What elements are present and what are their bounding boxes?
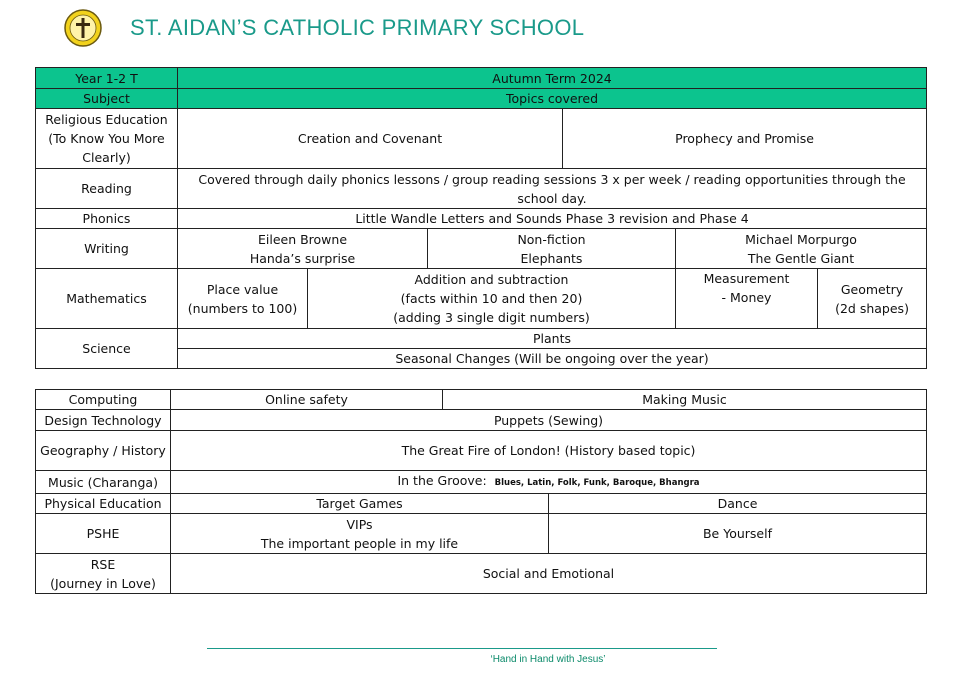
- table-row: [36, 390, 927, 410]
- topic-cell: Plants: [178, 329, 927, 349]
- table-row: [36, 431, 927, 471]
- topic-cell: Be Yourself: [549, 514, 927, 554]
- topic-cell: [171, 514, 549, 554]
- subject-label: Music (Charanga): [36, 471, 171, 494]
- subject-label: Phonics: [36, 209, 178, 229]
- table-row: [36, 269, 927, 329]
- subject-label: Religious Education (To Know You More Clearly): [36, 109, 178, 169]
- table-row: [36, 410, 927, 431]
- subject-header: Subject: [36, 89, 178, 109]
- table-row: [36, 89, 927, 109]
- subject-label: Computing: [36, 390, 171, 410]
- topic-cell: [676, 269, 818, 329]
- cell-line: Handa’s surprise: [249, 250, 356, 266]
- topic-cell: [676, 229, 927, 269]
- table-row: [36, 169, 927, 209]
- cell-line: The important people in my life: [260, 535, 459, 551]
- subject-label: Design Technology: [36, 410, 171, 431]
- cell-line: Place value: [206, 281, 279, 297]
- cell-line: (Journey in Love): [50, 575, 156, 591]
- table-row: [36, 229, 927, 269]
- cell-line: Measurement: [703, 271, 790, 286]
- year-group: Year 1-2 T: [36, 68, 178, 89]
- cell-line: RSE: [90, 556, 116, 572]
- table-row: [36, 494, 927, 514]
- subject-label: PSHE: [36, 514, 171, 554]
- cell-line: Geometry: [840, 281, 904, 297]
- topic-cell: Creation and Covenant: [178, 109, 563, 169]
- subject-label: Reading: [36, 169, 178, 209]
- cell-line: - Money: [721, 290, 772, 305]
- topic-cell: Puppets (Sewing): [171, 410, 927, 431]
- school-name: ST. AIDAN’S CATHOLIC PRIMARY SCHOOL: [130, 15, 585, 40]
- cell-line: (facts within 10 and then 20): [400, 291, 583, 306]
- music-genres: Blues, Latin, Folk, Funk, Baroque, Bhangra: [494, 478, 700, 488]
- cell-line: (numbers to 100): [187, 300, 298, 316]
- table-row: [36, 554, 927, 594]
- topic-cell: The Great Fire of London! (History based topic): [171, 431, 927, 471]
- topic-cell: [178, 229, 428, 269]
- topic-cell: [178, 269, 308, 329]
- cell-line: Addition and subtraction: [414, 272, 569, 287]
- topic-cell: [428, 229, 676, 269]
- subject-label: [36, 554, 171, 594]
- term-title: Autumn Term 2024: [178, 68, 927, 89]
- table-row: [36, 329, 927, 349]
- topic-cell: Dance: [549, 494, 927, 514]
- topics-header: Topics covered: [178, 89, 927, 109]
- cell-line: Michael Morpurgo: [745, 231, 857, 247]
- cell-line: VIPs: [346, 516, 373, 532]
- subject-label: Science: [36, 329, 178, 369]
- topic-cell: Seasonal Changes (Will be ongoing over the year): [178, 349, 927, 369]
- topic-cell: Making Music: [443, 390, 927, 410]
- autumn-topics-table: [35, 67, 927, 369]
- cell-line: Non-fiction: [517, 231, 586, 247]
- school-crest-icon: [64, 9, 102, 47]
- cell-line: Eileen Browne: [257, 231, 348, 247]
- subject-label: Mathematics: [36, 269, 178, 329]
- table-row: [36, 109, 927, 169]
- topic-cell: [818, 269, 927, 329]
- topic-cell: Prophecy and Promise: [563, 109, 927, 169]
- topic-cell: Target Games: [171, 494, 549, 514]
- cell-line: (adding 3 single digit numbers): [393, 310, 590, 325]
- topic-cell: Online safety: [171, 390, 443, 410]
- cell-line: (2d shapes): [835, 300, 909, 316]
- topic-cell: [308, 269, 676, 329]
- topic-cell: [171, 471, 927, 494]
- topic-cell: Little Wandle Letters and Sounds Phase 3 revision and Phase 4: [178, 209, 927, 229]
- other-subjects-table: [35, 389, 927, 594]
- subject-label: Geography / History: [36, 431, 171, 471]
- page-header: [64, 8, 584, 48]
- table-row: [36, 209, 927, 229]
- subject-label: Physical Education: [36, 494, 171, 514]
- table-row: [36, 68, 927, 89]
- subject-label: Writing: [36, 229, 178, 269]
- cell-line: The Gentle Giant: [747, 250, 855, 266]
- footer-divider: [207, 648, 717, 649]
- topic-cell: Social and Emotional: [171, 554, 927, 594]
- footer-motto: ‘Hand in Hand with Jesus’: [490, 654, 606, 665]
- topic-cell: Covered through daily phonics lessons / group reading sessions 3 x per week / reading opportunities through the school day.: [178, 169, 927, 209]
- cell-line: Elephants: [520, 250, 583, 266]
- music-topic: In the Groove:: [397, 473, 487, 488]
- table-row: [36, 471, 927, 494]
- table-row: [36, 514, 927, 554]
